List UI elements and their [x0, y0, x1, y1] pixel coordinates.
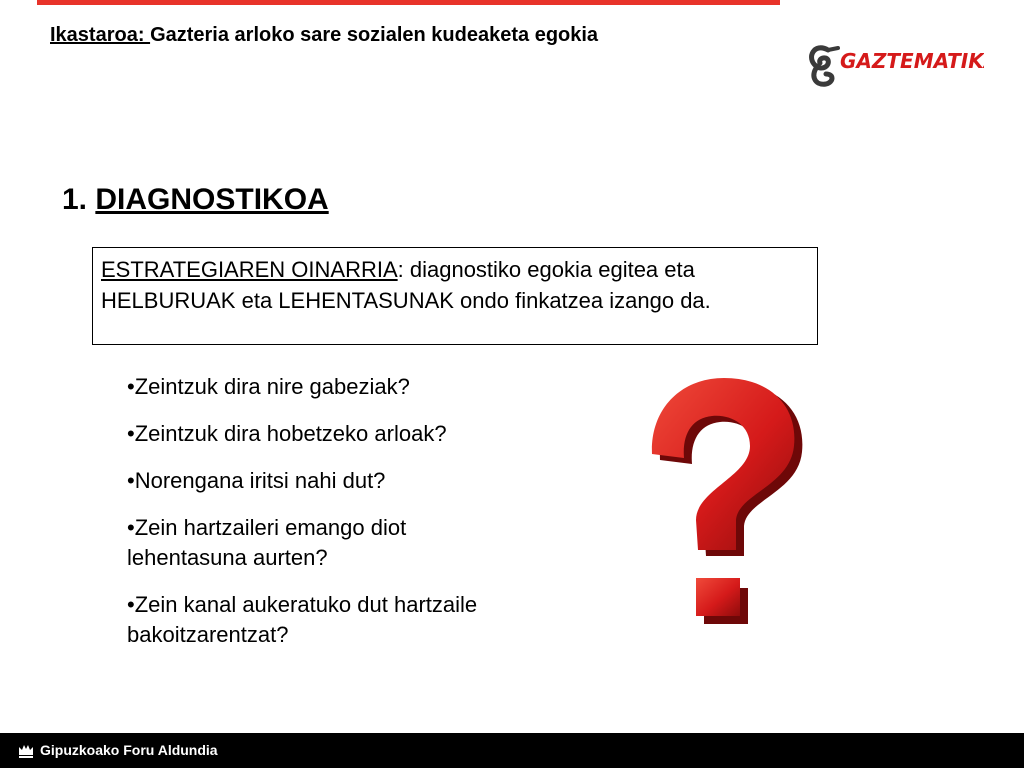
strategy-box-label: ESTRATEGIAREN OINARRIA [101, 257, 398, 282]
section-number: 1. [62, 183, 96, 216]
gaztematika-logo-icon [804, 36, 984, 92]
footer-organization [18, 742, 218, 758]
question-item: •Zein hartzaileri emango diot lehentasuna aurten? [127, 515, 407, 570]
section-title: DIAGNOSTIKOA [95, 183, 329, 216]
section-heading [62, 183, 329, 217]
question-item: •Norengana iritsi nahi dut? [127, 468, 386, 493]
question-mark-illustration [640, 370, 810, 630]
footer-organization-name: Gipuzkoako Foru Aldundia [40, 742, 218, 758]
crown-icon [18, 742, 34, 758]
question-item: •Zeintzuk dira nire gabeziak? [127, 374, 410, 399]
top-accent-bar [37, 0, 780, 5]
footer-bar [0, 733, 1024, 768]
gaztematika-logo [804, 36, 984, 92]
question-mark-icon [640, 370, 810, 630]
logo-wordmark: GAZTEMATIKA [840, 49, 984, 73]
question-item: •Zeintzuk dira hobetzeko arloak? [127, 421, 447, 446]
course-title-prefix: Ikastaroa: [50, 24, 151, 46]
question-list [127, 372, 507, 667]
strategy-box-text: : diagnostiko egokia egitea eta HELBURUAK eta LEHENTASUNAK ondo finkatzea izango da. [101, 257, 711, 313]
strategy-box [92, 247, 818, 345]
course-title-text: Gazteria arloko sare sozialen kudeaketa egokia [150, 24, 599, 46]
course-title [50, 24, 598, 47]
question-item: •Zein kanal aukeratuko dut hartzaile bakoitzarentzat? [127, 592, 478, 647]
